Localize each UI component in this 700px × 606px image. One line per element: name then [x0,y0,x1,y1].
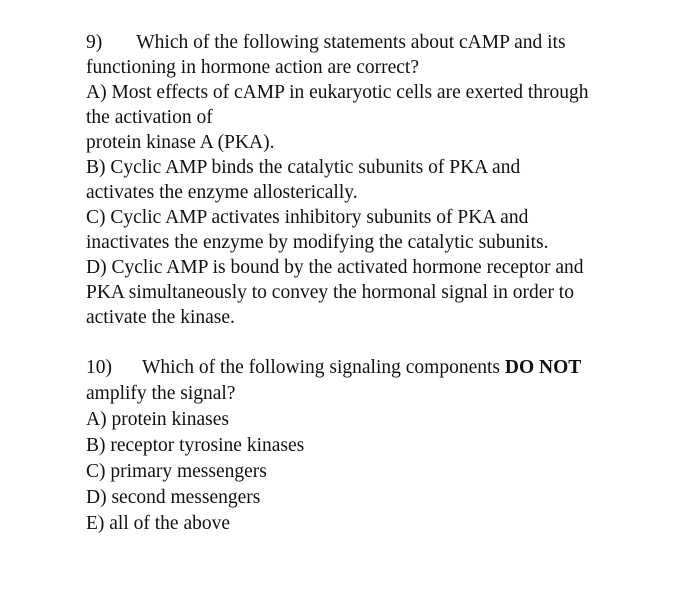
q9-option-d-line-3: activate the kinase. [86,307,235,328]
q10-stem-emphasis: DO NOT [504,357,582,378]
q10-stem-line-2: amplify the signal? [86,383,236,404]
q10-number: 10) [86,357,112,378]
q9-option-d-line-2: PKA simultaneously to convey the hormonal signal in order to [86,282,574,303]
q9-stem-text-1: Which of the following statements about cAMP and its [136,32,566,53]
q9-option-c-line-1: C) Cyclic AMP activates inhibitory subunits of PKA and [86,207,529,228]
q10-option-a: A) protein kinases [86,409,229,430]
q10-option-c: C) primary messengers [86,461,267,482]
q10-option-e: E) all of the above [86,513,231,534]
q9-option-a-line-2: the activation of [86,107,213,128]
q10-stem-line-1 [86,358,581,378]
q10-stem-text-1: Which of the following signaling components [142,357,505,378]
q9-number: 9) [86,32,103,53]
q9-option-a-line-1: A) Most effects of cAMP in eukaryotic cells are exerted through [86,82,589,103]
q9-option-b-line-2: activates the enzyme allosterically. [86,182,358,203]
q9-stem-line-1 [86,33,566,53]
q10-option-d: D) second messengers [86,487,261,508]
q9-stem-line-2: functioning in hormone action are correct? [86,57,419,78]
q9-option-a-line-3: protein kinase A (PKA). [86,132,275,153]
q9-option-d-line-1: D) Cyclic AMP is bound by the activated hormone receptor and [86,257,584,278]
q9-option-b-line-1: B) Cyclic AMP binds the catalytic subunits of PKA and [86,157,521,178]
q9-option-c-line-2: inactivates the enzyme by modifying the catalytic subunits. [86,232,549,253]
q10-option-b: B) receptor tyrosine kinases [86,435,305,456]
